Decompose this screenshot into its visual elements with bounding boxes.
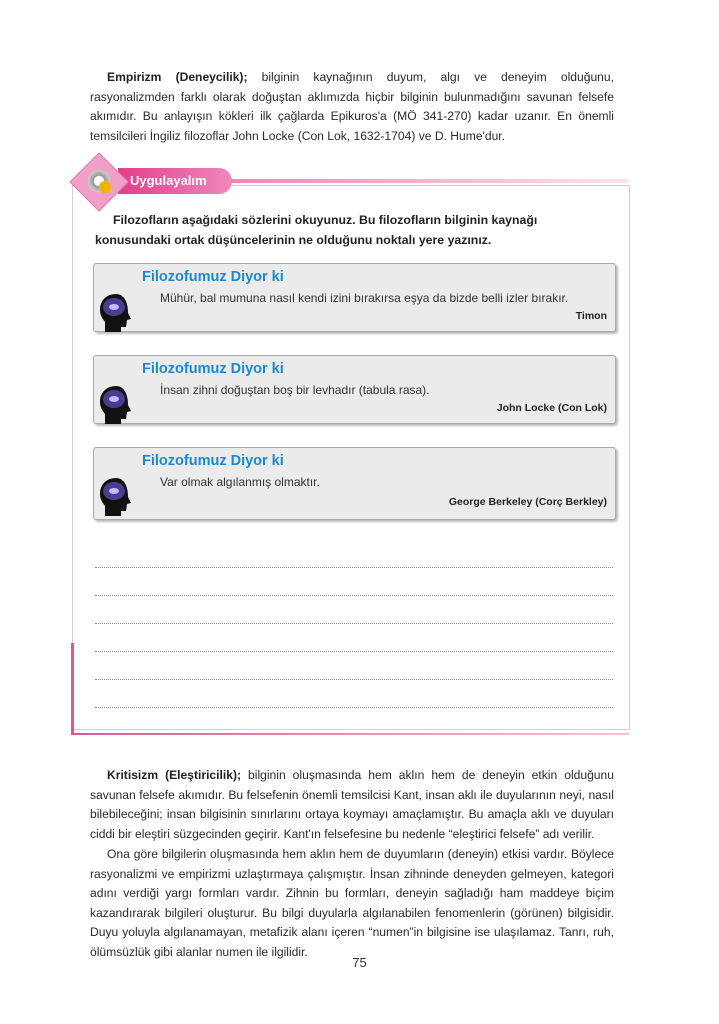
page-number: 75	[352, 955, 367, 970]
activity-instruction: Filozofların aşağıdaki sözlerini okuyunuz. Bu filozofların bilginin kaynağı konusundaki ortak düşüncelerinin ne olduğunu noktalı yere yazınız.	[95, 213, 538, 247]
philosopher-head-icon	[98, 476, 134, 518]
empirizm-text: bilginin kaynağının duyum, algı ve deneyim olduğunu, rasyonalizmden farklı olarak doğuştan aklımızda hiçbir bilginin bulunmadığını savunan felsefe akımıdır. Bu anlayışın kökleri ilk çağlarda Epikuros'a (MÖ 341-270) kadar uzanır. En önemli temsilcileri İngiliz filozoflar John Locke (Con Lok, 1632-1704) ve D. Hume'dur.	[90, 70, 614, 143]
answer-line[interactable]	[95, 567, 613, 568]
quote-author: John Locke (Con Lok)	[496, 402, 607, 414]
quote-author: George Berkeley (Corç Berkley)	[448, 496, 607, 508]
kritisizm-paragraph	[90, 766, 614, 844]
quote-title: Filozofumuz Diyor ki	[142, 269, 284, 285]
philosopher-head-icon	[98, 384, 134, 426]
quote-text: Mühür, bal mumuna nasıl kendi izini bırakırsa eşya da bizde belli izler bırakır.	[160, 291, 569, 305]
pink-border-bottom	[71, 733, 629, 735]
answer-line[interactable]	[95, 707, 613, 708]
quote-title: Filozofumuz Diyor ki	[142, 361, 284, 377]
header-line	[228, 179, 628, 183]
empirizm-paragraph	[90, 68, 614, 146]
quote-text: Var olmak algılanmış olmaktır.	[160, 475, 320, 489]
quote-card	[93, 263, 616, 332]
quote-text: İnsan zihni doğuştan boş bir levhadır (tabula rasa).	[160, 383, 430, 397]
activity-label: Uygulayalım	[118, 168, 232, 194]
answer-line[interactable]	[95, 651, 613, 652]
answer-line[interactable]	[95, 679, 613, 680]
coin-icon	[99, 181, 111, 193]
kritisizm-text: bilginin oluşmasında hem aklın hem de deneyin etkin olduğunu savunan felsefe akımıdır. Bu felsefenin önemli temsilcisi Kant, insan aklı ile duyularının neyi, nasıl bilebileceğini; insan bilgisinin sınırlarını ortaya koymayı amaçlamıştır. Bu amaçla aklı ve duyuları ciddi bir eleştiri süzgecinden geçirir. Kant'ın felsefesine bu nedenle “eleştirici felsefe” adı verilir.	[90, 768, 614, 841]
kant-paragraph: Ona göre bilgilerin oluşmasında hem aklın hem de duyumların (deneyin) etkisi vardır. Böylece rasyonalizmi ve empirizmi uzlaştırmaya çalışmıştır. İnsan zihninde deneyden gelmeyen, kategori adını verdiği yargı formları vardır. Zihnin bu formları, deneyin sağladığı ham maddeye biçim kazandırarak bilgileri oluşturur. Bu bilgi duyularla algılanabilen fenomenlerin (görünen) bilgisidir. Duyu yoluyla algılanamayan, metafizik alanı içeren “numen”in bilgisine ise ulaşılamaz. Tanrı, ruh, ölümsüzlük gibi alanlar numen ile ilgilidir.	[90, 847, 614, 959]
answer-line[interactable]	[95, 623, 613, 624]
answer-line[interactable]	[95, 595, 613, 596]
pink-border-left	[71, 643, 74, 735]
empirizm-term: Empirizm (Deneycilik);	[107, 70, 248, 84]
quote-author: Timon	[575, 310, 607, 322]
quote-card	[93, 355, 616, 424]
quote-title: Filozofumuz Diyor ki	[142, 453, 284, 469]
philosopher-head-icon	[98, 292, 134, 334]
quote-card	[93, 447, 616, 520]
kritisizm-term: Kritisizm (Eleştiricilik);	[107, 768, 242, 782]
